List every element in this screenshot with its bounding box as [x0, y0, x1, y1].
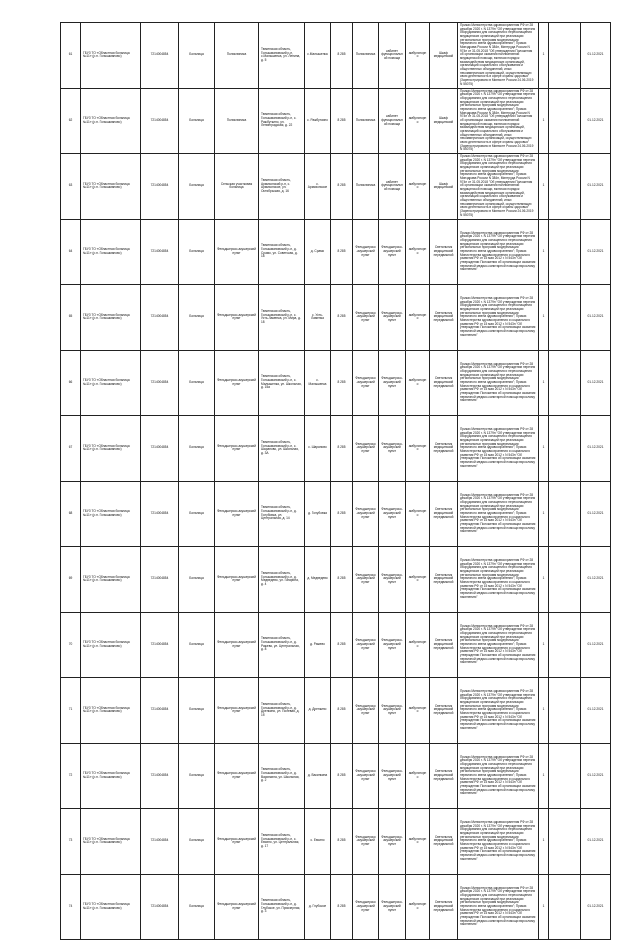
equipment-name-cell: Светильник медицинский передвижной: [430, 874, 458, 940]
organization-cell: ГБУЗ ТО «Областная больница №11» (р.п. Голышманово): [81, 285, 141, 351]
quantity-cell: 1: [539, 809, 549, 875]
row-number-cell: 67: [61, 416, 81, 482]
code-cell: 8 285: [331, 219, 353, 285]
inn-cell: 7214004854: [141, 285, 179, 351]
equipment-name-cell: Светильник медицинский передвижной: [430, 612, 458, 678]
facility-kind-cell: Больница: [179, 154, 215, 220]
equipment-name-cell: Светильник медицинский передвижной: [430, 809, 458, 875]
row-number-cell: 62: [61, 88, 81, 154]
date-cell: 01.12.2021: [581, 23, 611, 89]
empty-cell: [549, 219, 581, 285]
address-cell: Тюменская область, Армизонский р-н, с. Армизонское, ул. Октябрьская, д. 16: [259, 154, 305, 220]
care-form-cell: амбулаторно: [406, 285, 430, 351]
facility-kind-cell: Больница: [179, 88, 215, 154]
code-cell: 8 285: [331, 416, 353, 482]
table-row: [61, 23, 611, 89]
room-cell: кабинет функциональной помощи: [379, 88, 406, 154]
room-cell: Фельдшерско-акушерский пункт: [379, 481, 406, 547]
unit-cell: Фельдшерско-акушерский пункт: [215, 350, 259, 416]
inn-cell: 7214004854: [141, 612, 179, 678]
date-cell: 01.12.2021: [581, 547, 611, 613]
quantity-cell: 1: [539, 350, 549, 416]
locality-cell: д. Ражево: [305, 612, 331, 678]
organization-cell: ГБУЗ ТО «Областная больница №11» (р.п. Голышманово): [81, 219, 141, 285]
table-row: [61, 285, 611, 351]
unit-type-cell: Поликлиника: [353, 88, 379, 154]
locality-cell: д. Срамо: [305, 219, 331, 285]
address-cell: Тюменская область, Голышмановский р-н, с. Евсино, ул. Центральная, д. 17: [259, 809, 305, 875]
date-cell: 01.12.2021: [581, 809, 611, 875]
inn-cell: 7214004854: [141, 547, 179, 613]
code-cell: 8 285: [331, 285, 353, 351]
quantity-cell: 1: [539, 219, 549, 285]
equipment-register-table: [60, 22, 611, 940]
address-cell: Тюменская область, Голышмановский р-н, с. Шарапово, ул. Школьная, д. 3А: [259, 416, 305, 482]
table-row: [61, 874, 611, 940]
empty-cell: [549, 88, 581, 154]
quantity-cell: 1: [539, 416, 549, 482]
unit-type-cell: Фельдшерско-акушерский пункт: [353, 416, 379, 482]
organization-cell: ГБУЗ ТО «Областная больница №11» (р.п. Голышманово): [81, 416, 141, 482]
care-form-cell: амбулаторно: [406, 809, 430, 875]
regulatory-basis-cell: Приказ Министерства здравоохранения РФ от 28 декабря 2020 г. N 1379н "Об утверждении перечня оборудования для оснащения и переоснащения медицинских организаций при реализации региональных программ модернизации первичного звена здравоохранения"; Приказ Министерства здравоохранения и социального развития РФ от 15 мая 2012 г. N 543н "Об утверждении Положения об организации оказания первичной медико-санитарной помощи взрослому населению": [458, 416, 539, 482]
equipment-name-cell: Светильник медицинский передвижной: [430, 743, 458, 809]
room-cell: Фельдшерско-акушерский пункт: [379, 350, 406, 416]
inn-cell: 7214004854: [141, 874, 179, 940]
unit-cell: Фельдшерско-акушерский пункт: [215, 612, 259, 678]
inn-cell: 7214004854: [141, 481, 179, 547]
unit-cell: Фельдшерско-акушерский пункт: [215, 547, 259, 613]
regulatory-basis-cell: Приказ Министерства здравоохранения РФ от 28 декабря 2020 г. N 1379н "Об утверждении перечня оборудования для оснащения и переоснащения медицинских организаций при реализации региональных программ модернизации первичного звена здравоохранения"; Приказ Минздрава России N 384н, Минтруда России N 974н от 31.05.2018 "Об утверждении Положения об организации оказания паллиативной медицинской помощи, включая порядок взаимодействия медицинских организаций, организаций социального обслуживания и общественных объединений, иных некоммерческих организаций, осуществляющих свою деятельность в сфере охраны здоровья" (Зарегистрировано в Минюсте России 24.06.2019 N 55075): [458, 154, 539, 220]
table-row: [61, 88, 611, 154]
regulatory-basis-cell: Приказ Министерства здравоохранения РФ от 28 декабря 2020 г. N 1379н "Об утверждении перечня оборудования для оснащения и переоснащения медицинских организаций при реализации региональных программ модернизации первичного звена здравоохранения"; Приказ Министерства здравоохранения и социального развития РФ от 15 мая 2012 г. N 543н "Об утверждении Положения об организации оказания первичной медико-санитарной помощи взрослому населению": [458, 547, 539, 613]
room-cell: Фельдшерско-акушерский пункт: [379, 678, 406, 744]
care-form-cell: амбулаторно: [406, 88, 430, 154]
organization-cell: ГБУЗ ТО «Областная больница №11» (р.п. Голышманово): [81, 743, 141, 809]
room-cell: Фельдшерско-акушерский пункт: [379, 219, 406, 285]
address-cell: Тюменская область, Голышмановский р-н, с. Ражбуткино, ул. Ленинградская, д. 22: [259, 88, 305, 154]
empty-cell: [549, 809, 581, 875]
address-cell: Тюменская область, Голышмановский р-н, д. Срамо, ул. Советская, д. 18: [259, 219, 305, 285]
address-cell: Тюменская область, Голышмановский р-н, с. Малышенка, ул. Школьная, д. 15а: [259, 350, 305, 416]
locality-cell: д. Дренкино: [305, 678, 331, 744]
table-row: [61, 547, 611, 613]
code-cell: 8 285: [331, 809, 353, 875]
inn-cell: 7214004854: [141, 154, 179, 220]
care-form-cell: амбулаторно: [406, 874, 430, 940]
row-number-cell: 73: [61, 809, 81, 875]
quantity-cell: 1: [539, 285, 549, 351]
unit-cell: Фельдшерско-акушерский пункт: [215, 809, 259, 875]
empty-cell: [549, 612, 581, 678]
facility-kind-cell: Больница: [179, 219, 215, 285]
facility-kind-cell: Больница: [179, 809, 215, 875]
organization-cell: ГБУЗ ТО «Областная больница №11» (р.п. Голышманово): [81, 612, 141, 678]
row-number-cell: 61: [61, 23, 81, 89]
unit-cell: Поликлиника: [215, 88, 259, 154]
inn-cell: 7214004854: [141, 743, 179, 809]
inn-cell: 7214004854: [141, 809, 179, 875]
locality-cell: с. Армизонское: [305, 154, 331, 220]
empty-cell: [549, 678, 581, 744]
facility-kind-cell: Больница: [179, 678, 215, 744]
room-cell: Фельдшерско-акушерский пункт: [379, 743, 406, 809]
unit-cell: Поликлиника: [215, 23, 259, 89]
facility-kind-cell: Больница: [179, 874, 215, 940]
locality-cell: с.Малышенка: [305, 23, 331, 89]
date-cell: 01.12.2021: [581, 481, 611, 547]
empty-cell: [549, 350, 581, 416]
unit-cell: Фельдшерско-акушерский пункт: [215, 743, 259, 809]
date-cell: 01.12.2021: [581, 743, 611, 809]
empty-cell: [549, 547, 581, 613]
inn-cell: 7214004854: [141, 416, 179, 482]
care-form-cell: амбулаторно: [406, 154, 430, 220]
regulatory-basis-cell: Приказ Министерства здравоохранения РФ от 28 декабря 2020 г. N 1379н "Об утверждении перечня оборудования для оснащения и переоснащения медицинских организаций при реализации региональных программ модернизации первичного звена здравоохранения"; Приказ Министерства здравоохранения и социального развития РФ от 15 мая 2012 г. N 543н "Об утверждении Положения об организации оказания первичной медико-санитарной помощи взрослому населению": [458, 678, 539, 744]
date-cell: 01.12.2021: [581, 285, 611, 351]
code-cell: 8 285: [331, 547, 353, 613]
organization-cell: ГБУЗ ТО «Областная больница №11» (р.п. Голышманово): [81, 678, 141, 744]
code-cell: 8 285: [331, 612, 353, 678]
unit-type-cell: Фельдшерско-акушерский пункт: [353, 481, 379, 547]
locality-cell: с. Евсино: [305, 809, 331, 875]
table-body: [61, 23, 611, 940]
date-cell: 01.12.2021: [581, 154, 611, 220]
row-number-cell: 72: [61, 743, 81, 809]
room-cell: кабинет функциональной помощи: [379, 23, 406, 89]
inn-cell: 7214004854: [141, 88, 179, 154]
regulatory-basis-cell: Приказ Министерства здравоохранения РФ от 28 декабря 2020 г. N 1379н "Об утверждении перечня оборудования для оснащения и переоснащения медицинских организаций при реализации региональных программ модернизации первичного звена здравоохранения"; Приказ Министерства здравоохранения и социального развития РФ от 15 мая 2012 г. N 543н "Об утверждении Положения об организации оказания первичной медико-санитарной помощи взрослому населению": [458, 219, 539, 285]
table-row: [61, 481, 611, 547]
room-cell: Фельдшерско-акушерский пункт: [379, 612, 406, 678]
care-form-cell: амбулаторно: [406, 481, 430, 547]
table-row: [61, 350, 611, 416]
locality-cell: д. Голубовка: [305, 481, 331, 547]
care-form-cell: амбулаторно: [406, 547, 430, 613]
code-cell: 8 285: [331, 678, 353, 744]
room-cell: Фельдшерско-акушерский пункт: [379, 874, 406, 940]
unit-cell: Фельдшерско-акушерский пункт: [215, 481, 259, 547]
unit-type-cell: Фельдшерско-акушерский пункт: [353, 678, 379, 744]
unit-cell: Фельдшерско-акушерский пункт: [215, 416, 259, 482]
quantity-cell: 1: [539, 88, 549, 154]
code-cell: 8 285: [331, 481, 353, 547]
care-form-cell: амбулаторно: [406, 219, 430, 285]
regulatory-basis-cell: Приказ Министерства здравоохранения РФ от 28 декабря 2020 г. N 1379н "Об утверждении перечня оборудования для оснащения и переоснащения медицинских организаций при реализации региональных программ модернизации первичного звена здравоохранения"; Приказ Минздрава России N 384н, Минтруда России N 974н от 31.05.2018 "Об утверждении Положения об организации оказания паллиативной медицинской помощи, включая порядок взаимодействия медицинских организаций, организаций социального обслуживания и общественных объединений, иных некоммерческих организаций, осуществляющих свою деятельность в сфере охраны здоровья" (Зарегистрировано в Минюсте России 24.06.2019 N 55075): [458, 23, 539, 89]
room-cell: Фельдшерско-акушерский пункт: [379, 547, 406, 613]
unit-type-cell: Фельдшерско-акушерский пункт: [353, 219, 379, 285]
date-cell: 01.12.2021: [581, 678, 611, 744]
inn-cell: 7214004854: [141, 23, 179, 89]
quantity-cell: 1: [539, 481, 549, 547]
code-cell: 8 285: [331, 88, 353, 154]
empty-cell: [549, 154, 581, 220]
address-cell: Тюменская область, Голышмановский р-н, д. Дренкино, ул. Полевая, д. 1б: [259, 678, 305, 744]
organization-cell: ГБУЗ ТО «Областная больница №11» (р.п. Голышманово): [81, 154, 141, 220]
facility-kind-cell: Больница: [179, 481, 215, 547]
empty-cell: [549, 874, 581, 940]
care-form-cell: амбулаторно: [406, 350, 430, 416]
address-cell: Тюменская область, Голышмановский р-н, д. Голубовка, ул. Центральная, д. 14: [259, 481, 305, 547]
table-row: [61, 219, 611, 285]
quantity-cell: 1: [539, 547, 549, 613]
date-cell: 01.12.2021: [581, 612, 611, 678]
locality-cell: с. Усть-Ламенка: [305, 285, 331, 351]
code-cell: 8 285: [331, 874, 353, 940]
facility-kind-cell: Больница: [179, 416, 215, 482]
row-number-cell: 65: [61, 285, 81, 351]
unit-cell: Фельдшерско-акушерский пункт: [215, 678, 259, 744]
empty-cell: [549, 23, 581, 89]
row-number-cell: 68: [61, 481, 81, 547]
row-number-cell: 70: [61, 612, 81, 678]
quantity-cell: 1: [539, 743, 549, 809]
date-cell: 01.12.2021: [581, 350, 611, 416]
quantity-cell: 1: [539, 612, 549, 678]
date-cell: 01.12.2021: [581, 88, 611, 154]
room-cell: Фельдшерско-акушерский пункт: [379, 416, 406, 482]
inn-cell: 7214004854: [141, 219, 179, 285]
inn-cell: 7214004854: [141, 350, 179, 416]
unit-type-cell: Поликлиника: [353, 154, 379, 220]
locality-cell: с. Ражбуткино: [305, 88, 331, 154]
equipment-name-cell: Светильник медицинский передвижной: [430, 678, 458, 744]
equipment-name-cell: Светильник медицинский передвижной: [430, 547, 458, 613]
regulatory-basis-cell: Приказ Министерства здравоохранения РФ от 28 декабря 2020 г. N 1379н "Об утверждении перечня оборудования для оснащения и переоснащения медицинских организаций при реализации региональных программ модернизации первичного звена здравоохранения"; Приказ Министерства здравоохранения и социального развития РФ от 15 мая 2012 г. N 543н "Об утверждении Положения об организации оказания первичной медико-санитарной помощи взрослому населению": [458, 285, 539, 351]
facility-kind-cell: Больница: [179, 612, 215, 678]
row-number-cell: 74: [61, 874, 81, 940]
address-cell: Тюменская область, Голышмановский р-н, с.Малышенка, ул. Ленина, д. 5: [259, 23, 305, 89]
facility-kind-cell: Больница: [179, 743, 215, 809]
regulatory-basis-cell: Приказ Министерства здравоохранения РФ от 28 декабря 2020 г. N 1379н "Об утверждении перечня оборудования для оснащения и переоснащения медицинских организаций при реализации региональных программ модернизации первичного звена здравоохранения"; Приказ Министерства здравоохранения и социального развития РФ от 15 мая 2012 г. N 543н "Об утверждении Положения об организации оказания первичной медико-санитарной помощи взрослому населению": [458, 481, 539, 547]
organization-cell: ГБУЗ ТО «Областная больница №11» (р.п. Голышманово): [81, 874, 141, 940]
regulatory-basis-cell: Приказ Министерства здравоохранения РФ от 28 декабря 2020 г. N 1379н "Об утверждении перечня оборудования для оснащения и переоснащения медицинских организаций при реализации региональных программ модернизации первичного звена здравоохранения"; Приказ Министерства здравоохранения и социального развития РФ от 15 мая 2012 г. N 543н "Об утверждении Положения об организации оказания первичной медико-санитарной помощи взрослому населению": [458, 874, 539, 940]
room-cell: кабинет функциональной помощи: [379, 154, 406, 220]
equipment-name-cell: Светильник медицинский передвижной: [430, 285, 458, 351]
table-row: [61, 416, 611, 482]
unit-cell: Фельдшерско-акушерский пункт: [215, 285, 259, 351]
unit-cell: Фельдшерско-акушерский пункт: [215, 874, 259, 940]
regulatory-basis-cell: Приказ Министерства здравоохранения РФ от 28 декабря 2020 г. N 1379н "Об утверждении перечня оборудования для оснащения и переоснащения медицинских организаций при реализации региональных программ модернизации первичного звена здравоохранения"; Приказ Министерства здравоохранения и социального развития РФ от 15 мая 2012 г. N 543н "Об утверждении Положения об организации оказания первичной медико-санитарной помощи взрослому населению": [458, 612, 539, 678]
room-cell: Фельдшерско-акушерский пункт: [379, 809, 406, 875]
table-row: [61, 743, 611, 809]
unit-type-cell: Фельдшерско-акушерский пункт: [353, 547, 379, 613]
care-form-cell: амбулаторно: [406, 678, 430, 744]
code-cell: 8 285: [331, 743, 353, 809]
date-cell: 01.12.2021: [581, 874, 611, 940]
equipment-name-cell: Светильник медицинский передвижной: [430, 350, 458, 416]
unit-type-cell: Фельдшерско-акушерский пункт: [353, 350, 379, 416]
unit-type-cell: Поликлиника: [353, 23, 379, 89]
unit-type-cell: Фельдшерско-акушерский пункт: [353, 285, 379, 351]
organization-cell: ГБУЗ ТО «Областная больница №11» (р.п. Голышманово): [81, 88, 141, 154]
empty-cell: [549, 743, 581, 809]
unit-type-cell: Фельдшерско-акушерский пункт: [353, 743, 379, 809]
equipment-name-cell: Шкаф медицинский: [430, 23, 458, 89]
row-number-cell: 71: [61, 678, 81, 744]
table-row: [61, 678, 611, 744]
unit-cell: Фельдшерско-акушерский пункт: [215, 219, 259, 285]
care-form-cell: амбулаторно: [406, 612, 430, 678]
unit-type-cell: Фельдшерско-акушерский пункт: [353, 874, 379, 940]
unit-cell: Сельская участковая больница: [215, 154, 259, 220]
locality-cell: с. Малышенка: [305, 350, 331, 416]
code-cell: 8 285: [331, 154, 353, 220]
organization-cell: ГБУЗ ТО «Областная больница №11» (р.п. Голышманово): [81, 547, 141, 613]
row-number-cell: 69: [61, 547, 81, 613]
table-row: [61, 809, 611, 875]
empty-cell: [549, 416, 581, 482]
equipment-name-cell: Шкаф медицинский: [430, 88, 458, 154]
unit-type-cell: Фельдшерско-акушерский пункт: [353, 809, 379, 875]
organization-cell: ГБУЗ ТО «Областная больница №11» (р.п. Голышманово): [81, 809, 141, 875]
locality-cell: д. Медведево: [305, 547, 331, 613]
address-cell: Тюменская область, Голышмановский р-н, д. Медведево, ул. Гагарина, д. 4: [259, 547, 305, 613]
equipment-name-cell: Шкаф медицинский: [430, 154, 458, 220]
room-cell: Фельдшерско-акушерский пункт: [379, 285, 406, 351]
facility-kind-cell: Больница: [179, 23, 215, 89]
locality-cell: д. Глубокое: [305, 874, 331, 940]
code-cell: 8 285: [331, 23, 353, 89]
row-number-cell: 63: [61, 154, 81, 220]
date-cell: 01.12.2021: [581, 416, 611, 482]
facility-kind-cell: Больница: [179, 350, 215, 416]
address-cell: Тюменская область, Голышмановский р-н, д. Ражево, ул. Центральная, д. 8: [259, 612, 305, 678]
empty-cell: [549, 285, 581, 351]
locality-cell: с. Шарапово: [305, 416, 331, 482]
quantity-cell: 1: [539, 678, 549, 744]
row-number-cell: 66: [61, 350, 81, 416]
organization-cell: ГБУЗ ТО «Областная больница №11» (р.п. Голышманово): [81, 481, 141, 547]
quantity-cell: 1: [539, 154, 549, 220]
empty-cell: [549, 481, 581, 547]
table-row: [61, 612, 611, 678]
row-number-cell: 64: [61, 219, 81, 285]
facility-kind-cell: Больница: [179, 285, 215, 351]
date-cell: 01.12.2021: [581, 219, 611, 285]
care-form-cell: амбулаторно: [406, 23, 430, 89]
inn-cell: 7214004854: [141, 678, 179, 744]
equipment-name-cell: Светильник медицинский передвижной: [430, 219, 458, 285]
address-cell: Тюменская область, Голышмановский р-н, д. Глубокое, ул. Приозерная, д. 3: [259, 874, 305, 940]
quantity-cell: 1: [539, 874, 549, 940]
quantity-cell: 1: [539, 23, 549, 89]
regulatory-basis-cell: Приказ Министерства здравоохранения РФ от 28 декабря 2020 г. N 1379н "Об утверждении перечня оборудования для оснащения и переоснащения медицинских организаций при реализации региональных программ модернизации первичного звена здравоохранения"; Приказ Министерства здравоохранения и социального развития РФ от 15 мая 2012 г. N 543н "Об утверждении Положения об организации оказания первичной медико-санитарной помощи взрослому населению": [458, 809, 539, 875]
regulatory-basis-cell: Приказ Министерства здравоохранения РФ от 28 декабря 2020 г. N 1379н "Об утверждении перечня оборудования для оснащения и переоснащения медицинских организаций при реализации региональных программ модернизации первичного звена здравоохранения"; Приказ Министерства здравоохранения и социального развития РФ от 15 мая 2012 г. N 543н "Об утверждении Положения об организации оказания первичной медико-санитарной помощи взрослому населению": [458, 350, 539, 416]
care-form-cell: амбулаторно: [406, 416, 430, 482]
organization-cell: ГБУЗ ТО «Областная больница №11» (р.п. Голышманово): [81, 23, 141, 89]
unit-type-cell: Фельдшерско-акушерский пункт: [353, 612, 379, 678]
equipment-name-cell: Светильник медицинский передвижной: [430, 416, 458, 482]
table-row: [61, 154, 611, 220]
organization-cell: ГБУЗ ТО «Областная больница №11» (р.п. Голышманово): [81, 350, 141, 416]
facility-kind-cell: Больница: [179, 547, 215, 613]
regulatory-basis-cell: Приказ Министерства здравоохранения РФ от 28 декабря 2020 г. N 1379н "Об утверждении перечня оборудования для оснащения и переоснащения медицинских организаций при реализации региональных программ модернизации первичного звена здравоохранения"; Приказ Министерства здравоохранения и социального развития РФ от 15 мая 2012 г. N 543н "Об утверждении Положения об организации оказания первичной медико-санитарной помощи взрослому населению": [458, 743, 539, 809]
care-form-cell: амбулаторно: [406, 743, 430, 809]
address-cell: Тюменская область, Голышмановский р-н, д. Васинкина, ул. Школьная, д. 2: [259, 743, 305, 809]
equipment-name-cell: Светильник медицинский передвижной: [430, 481, 458, 547]
locality-cell: д. Васинкина: [305, 743, 331, 809]
address-cell: Тюменская область, Голышмановский р-н, с. Усть-Ламенка, ул. Мира, д. 18: [259, 285, 305, 351]
regulatory-basis-cell: Приказ Министерства здравоохранения РФ от 28 декабря 2020 г. N 1379н "Об утверждении перечня оборудования для оснащения и переоснащения медицинских организаций при реализации региональных программ модернизации первичного звена здравоохранения"; Приказ Минздрава России N 384н, Минтруда России N 974н от 31.05.2018 "Об утверждении Положения об организации оказания паллиативной медицинской помощи, включая порядок взаимодействия медицинских организаций, организаций социального обслуживания и общественных объединений, иных некоммерческих организаций, осуществляющих свою деятельность в сфере охраны здоровья" (Зарегистрировано в Минюсте России 24.06.2019 N 55075): [458, 88, 539, 154]
code-cell: 8 285: [331, 350, 353, 416]
